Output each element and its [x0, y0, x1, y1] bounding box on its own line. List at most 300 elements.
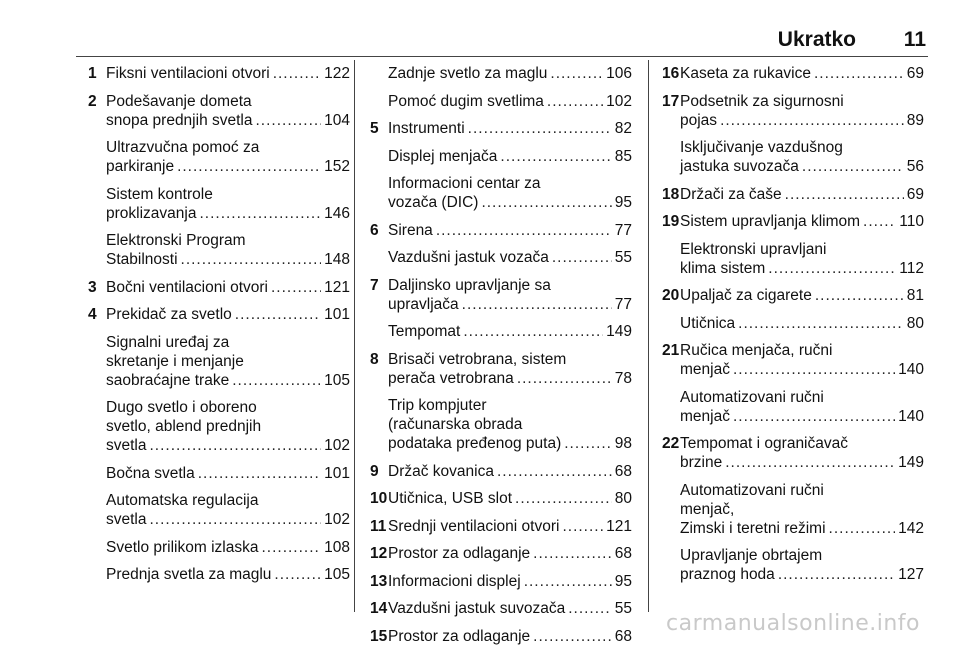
page-reference: 112 — [899, 259, 924, 277]
page-reference: 146 — [324, 204, 350, 222]
page-reference: 142 — [898, 519, 924, 537]
dot-leader — [863, 212, 896, 231]
entry-text: skretanje i menjanje — [106, 352, 244, 370]
page-reference: 102 — [324, 437, 350, 454]
index-entry — [370, 92, 632, 111]
index-entry — [662, 185, 924, 204]
entry-last-line — [680, 157, 924, 176]
entry-text: svetla — [106, 437, 147, 454]
index-entry — [662, 240, 924, 278]
dot-leader — [517, 369, 612, 388]
entry-body — [388, 322, 632, 341]
entry-text: proklizavanja — [106, 204, 197, 222]
index-entry — [88, 464, 350, 483]
entry-last-line — [388, 248, 632, 267]
entry-text: upravljača — [388, 295, 459, 313]
entry-text: Automatizovani ručni — [680, 481, 824, 499]
entry-body — [106, 565, 350, 584]
entry-number — [88, 333, 106, 390]
entry-last-line — [106, 436, 350, 455]
entry-number: 9 — [370, 462, 379, 480]
dot-leader — [564, 434, 612, 453]
dot-leader — [814, 64, 904, 83]
entry-last-line — [106, 157, 350, 176]
entry-text: Kaseta za rukavice — [680, 65, 811, 82]
entry-text: Instrumenti — [388, 120, 465, 137]
index-entry — [370, 147, 632, 166]
entry-number: 16 — [662, 65, 680, 82]
dot-leader — [497, 462, 612, 481]
entry-text: Ručica menjača, ručni — [680, 342, 833, 359]
page-reference: 77 — [614, 295, 632, 313]
entry-number: 18 — [662, 185, 680, 203]
entry-text: Pomoć dugim svetlima — [388, 92, 544, 110]
entry-number — [370, 92, 388, 111]
entry-last-line — [388, 295, 632, 314]
page-reference: 152 — [324, 158, 350, 175]
entry-text: parkiranje — [106, 158, 175, 175]
entry-text: Utičnica — [680, 314, 736, 332]
page-reference: 81 — [906, 287, 924, 304]
entry-body — [388, 64, 632, 83]
dot-leader — [273, 64, 321, 83]
index-entry — [88, 491, 350, 529]
page-reference: 55 — [614, 600, 632, 617]
page-reference: 110 — [899, 213, 924, 230]
entry-number: 7 — [370, 276, 379, 294]
entry-number: 22 — [662, 435, 680, 452]
entry-body — [106, 138, 350, 176]
dot-leader — [199, 204, 321, 223]
entry-body — [680, 286, 924, 305]
entry-text: Zadnje svetlo za maglu — [388, 65, 548, 82]
entry-text: vozača (DIC) — [388, 194, 479, 211]
index-entry — [88, 398, 350, 455]
entry-body — [680, 341, 924, 379]
entry-text: Signalni uređaj za — [106, 333, 230, 351]
entry-text: Informacioni displej — [388, 572, 521, 590]
entry-text: Bočna svetla — [106, 464, 195, 482]
index-column-2 — [370, 64, 632, 654]
entry-text: klima sistem — [680, 259, 766, 277]
entry-last-line — [388, 517, 632, 536]
index-entry — [370, 322, 632, 341]
entry-number: 3 — [88, 278, 97, 296]
index-entry — [370, 174, 632, 212]
index-entry — [370, 599, 632, 618]
index-entry — [370, 489, 632, 508]
column-divider — [648, 60, 649, 612]
entry-body — [388, 489, 632, 508]
entry-body — [106, 231, 350, 269]
entry-body — [106, 464, 350, 483]
entry-number — [88, 138, 106, 176]
entry-number — [88, 491, 106, 529]
entry-last-line — [106, 305, 350, 324]
page-reference: 69 — [906, 185, 924, 203]
entry-text: Dugo svetlo i oboreno — [106, 399, 257, 416]
entry-text: Automatizovani ručni — [680, 388, 824, 406]
entry-text: praznog hoda — [680, 566, 775, 583]
entry-text: menjač, — [680, 500, 735, 518]
dot-leader — [785, 185, 904, 204]
index-entry — [88, 333, 350, 390]
dot-leader — [256, 111, 322, 130]
entry-text: Ultrazvučna pomoć za — [106, 139, 260, 156]
entry-body — [388, 572, 632, 591]
entry-number — [662, 481, 680, 538]
entry-last-line — [680, 453, 924, 472]
entry-text: jastuka suvozača — [680, 158, 799, 175]
entry-body — [388, 119, 632, 138]
index-entry — [662, 314, 924, 333]
entry-body — [388, 221, 632, 240]
index-entry — [370, 462, 632, 481]
entry-body — [680, 212, 924, 231]
dot-leader — [463, 322, 603, 341]
entry-body — [388, 92, 632, 111]
entry-number: 11 — [370, 517, 387, 535]
index-entry — [662, 92, 924, 130]
entry-body — [388, 517, 632, 536]
dot-leader — [274, 565, 321, 584]
index-entry — [370, 396, 632, 453]
entry-number: 15 — [370, 627, 388, 645]
index-entry — [370, 119, 632, 138]
dot-leader — [733, 360, 895, 379]
dot-leader — [720, 111, 904, 130]
page-reference: 68 — [614, 627, 632, 645]
page-reference: 121 — [606, 517, 632, 535]
entry-number — [662, 314, 680, 333]
index-entry — [88, 565, 350, 584]
dot-leader — [550, 64, 603, 83]
dot-leader — [778, 565, 895, 584]
entry-text: Upravljanje obrtajem — [680, 547, 823, 564]
index-entry — [662, 212, 924, 231]
dot-leader — [568, 599, 612, 618]
index-entry — [662, 388, 924, 426]
page-reference: 140 — [898, 407, 924, 425]
entry-body — [106, 92, 350, 130]
entry-last-line — [680, 185, 924, 204]
entry-number: 12 — [370, 545, 388, 562]
dot-leader — [562, 517, 603, 536]
entry-body — [388, 544, 632, 563]
entry-number — [370, 64, 388, 83]
page-reference: 56 — [906, 158, 924, 175]
page-reference: 121 — [324, 278, 350, 296]
page-reference: 85 — [614, 147, 632, 165]
page-reference: 122 — [324, 65, 350, 82]
page-reference: 108 — [324, 538, 350, 556]
index-entry — [370, 221, 632, 240]
index-entry — [88, 278, 350, 297]
entry-number: 19 — [662, 213, 680, 230]
entry-last-line — [106, 464, 350, 483]
entry-last-line — [106, 111, 350, 130]
entry-number — [88, 538, 106, 557]
page-reference: 105 — [324, 566, 350, 583]
entry-text: menjač — [680, 361, 730, 378]
dot-leader — [198, 464, 321, 483]
entry-last-line — [388, 147, 632, 166]
entry-last-line — [388, 221, 632, 240]
entry-text: Svetlo prilikom izlaska — [106, 538, 259, 556]
entry-last-line — [680, 64, 924, 83]
entry-number — [662, 138, 680, 176]
entry-text: Prednja svetla za maglu — [106, 566, 272, 583]
entry-last-line — [680, 519, 924, 538]
entry-last-line — [388, 369, 632, 388]
entry-body — [680, 481, 924, 538]
dot-leader — [815, 286, 904, 305]
entry-last-line — [388, 462, 632, 481]
entry-body — [388, 174, 632, 212]
entry-last-line — [680, 259, 924, 278]
entry-last-line — [388, 544, 632, 563]
dot-leader — [436, 221, 612, 240]
entry-body — [680, 240, 924, 278]
entry-number — [88, 398, 106, 455]
entry-text: Stabilnosti — [106, 251, 178, 268]
entry-text: (računarska obrada — [388, 416, 523, 433]
column-divider — [354, 60, 355, 612]
entry-body — [388, 147, 632, 166]
entry-text: snopa prednjih svetla — [106, 111, 253, 129]
page-reference: 69 — [906, 65, 924, 82]
page-reference: 55 — [614, 249, 632, 266]
entry-number: 21 — [662, 342, 680, 359]
page-reference: 102 — [324, 511, 350, 528]
entry-text: Informacioni centar za — [388, 175, 541, 192]
index-entry — [370, 64, 632, 83]
index-entry — [370, 517, 632, 536]
index-column-3 — [662, 64, 924, 593]
index-entry — [370, 276, 632, 314]
page-title: Ukratko — [777, 28, 856, 51]
entry-body — [388, 350, 632, 388]
entry-body — [388, 248, 632, 267]
entry-last-line — [106, 538, 350, 557]
page-reference: 149 — [898, 454, 924, 471]
dot-leader — [515, 489, 612, 508]
entry-body — [388, 276, 632, 314]
entry-number — [88, 464, 106, 483]
entry-body — [388, 462, 632, 481]
entry-body — [680, 388, 924, 426]
page-reference: 127 — [898, 566, 924, 583]
page-reference: 98 — [614, 435, 632, 452]
entry-last-line — [680, 360, 924, 379]
index-entry — [662, 434, 924, 472]
entry-number — [370, 147, 388, 166]
index-entry — [662, 138, 924, 176]
page-reference: 82 — [614, 120, 632, 137]
entry-number — [370, 396, 388, 453]
entry-number: 1 — [88, 65, 97, 82]
entry-number — [88, 185, 106, 223]
dot-leader — [271, 278, 321, 297]
entry-text: Brisači vetrobrana, sistem — [388, 350, 567, 368]
page-reference: 77 — [614, 221, 632, 239]
dot-leader — [177, 157, 321, 176]
entry-body — [106, 305, 350, 324]
entry-last-line — [388, 434, 632, 453]
entry-last-line — [680, 212, 924, 231]
index-entry — [662, 64, 924, 83]
entry-body — [680, 64, 924, 83]
entry-text: Tempomat — [388, 323, 461, 340]
page-reference: 101 — [324, 306, 350, 323]
entry-last-line — [106, 204, 350, 223]
entry-text: Vazdušni jastuk vozača — [388, 249, 549, 266]
entry-text: Prostor za odlaganje — [388, 545, 531, 562]
entry-text: Vazdušni jastuk suvozača — [388, 600, 566, 617]
entry-text: Podsetnik za sigurnosni — [680, 92, 844, 110]
entry-number: 13 — [370, 572, 388, 590]
entry-text: saobraćajne trake — [106, 371, 230, 389]
dot-leader — [500, 147, 611, 166]
entry-text: Sistem upravljanja klimom — [680, 213, 861, 230]
index-entry — [662, 481, 924, 538]
entry-text: svetla — [106, 511, 147, 528]
entry-number: 14 — [370, 600, 388, 617]
entry-number: 8 — [370, 350, 379, 368]
entry-body — [680, 185, 924, 204]
entry-text: brzine — [680, 454, 723, 471]
entry-body — [106, 538, 350, 557]
entry-text: svetlo, ablend prednjih — [106, 418, 262, 435]
entry-body — [680, 434, 924, 472]
entry-text: Sirena — [388, 221, 433, 239]
page-reference: 149 — [606, 323, 632, 340]
index-column-1 — [88, 64, 350, 593]
entry-number: 17 — [662, 92, 680, 110]
dot-leader — [261, 538, 321, 557]
dot-leader — [481, 193, 611, 212]
entry-body — [106, 278, 350, 297]
index-entry — [370, 572, 632, 591]
index-entry — [662, 286, 924, 305]
dot-leader — [768, 259, 896, 278]
entry-text: Tempomat i ograničavač — [680, 435, 848, 452]
entry-text: podataka pređenog puta) — [388, 435, 562, 452]
entry-last-line — [106, 64, 350, 83]
dot-leader — [181, 250, 322, 269]
entry-last-line — [680, 111, 924, 130]
entry-number: 4 — [88, 306, 97, 323]
dot-leader — [533, 627, 612, 646]
entry-last-line — [388, 489, 632, 508]
dot-leader — [802, 157, 904, 176]
entry-number — [370, 248, 388, 267]
index-entry — [370, 248, 632, 267]
page-reference: 80 — [614, 490, 632, 507]
entry-text: Sistem kontrole — [106, 185, 213, 203]
page-reference: 101 — [324, 464, 350, 482]
entry-body — [106, 333, 350, 390]
entry-text: Displej menjača — [388, 147, 498, 165]
entry-number — [88, 231, 106, 269]
index-entry — [88, 231, 350, 269]
entry-text: Srednji ventilacioni otvori — [388, 517, 560, 535]
index-entry — [662, 546, 924, 584]
entry-number — [88, 565, 106, 584]
page-reference: 140 — [898, 361, 924, 378]
page-reference: 148 — [324, 251, 350, 268]
entry-last-line — [388, 322, 632, 341]
entry-last-line — [106, 510, 350, 529]
page-reference: 68 — [614, 462, 632, 480]
index-entry — [370, 350, 632, 388]
dot-leader — [150, 510, 322, 529]
index-entry — [88, 305, 350, 324]
entry-number — [662, 240, 680, 278]
entry-last-line — [680, 407, 924, 426]
entry-text: Elektronski Program — [106, 232, 246, 249]
entry-number — [662, 388, 680, 426]
entry-number — [370, 174, 388, 212]
page-reference: 68 — [614, 545, 632, 562]
entry-last-line — [388, 64, 632, 83]
page-reference: 105 — [324, 371, 350, 389]
page-reference: 95 — [614, 572, 632, 590]
dot-leader — [733, 407, 895, 426]
dot-leader — [468, 119, 612, 138]
entry-text: Trip kompjuter — [388, 397, 487, 414]
page-reference: 80 — [906, 314, 924, 332]
dot-leader — [829, 519, 896, 538]
index-entry — [88, 185, 350, 223]
entry-number — [370, 322, 388, 341]
entry-body — [388, 599, 632, 618]
entry-text: Automatska regulacija — [106, 492, 259, 509]
page-header — [76, 26, 928, 57]
entry-last-line — [106, 278, 350, 297]
entry-text: Zimski i teretni režimi — [680, 519, 826, 537]
entry-text: Bočni ventilacioni otvori — [106, 278, 268, 296]
entry-number: 20 — [662, 287, 680, 304]
entry-number: 2 — [88, 92, 97, 110]
entry-last-line — [106, 371, 350, 390]
entry-last-line — [388, 572, 632, 591]
index-entry — [370, 627, 632, 646]
entry-body — [388, 627, 632, 646]
index-entry — [88, 138, 350, 176]
index-entry — [88, 538, 350, 557]
entry-last-line — [106, 565, 350, 584]
page-reference: 106 — [606, 65, 632, 82]
entry-text: Elektronski upravljani — [680, 240, 827, 258]
dot-leader — [738, 314, 904, 333]
dot-leader — [533, 544, 612, 563]
entry-text: Prekidač za svetlo — [106, 306, 232, 323]
entry-number: 10 — [370, 490, 388, 507]
entry-body — [388, 396, 632, 453]
entry-text: Držači za čaše — [680, 185, 782, 203]
entry-last-line — [680, 286, 924, 305]
dot-leader — [150, 436, 322, 455]
entry-text: pojas — [680, 111, 718, 129]
index-entry — [88, 64, 350, 83]
entry-body — [680, 314, 924, 333]
entry-text: Podešavanje dometa — [106, 92, 252, 110]
entry-body — [680, 92, 924, 130]
entry-body — [106, 64, 350, 83]
entry-last-line — [106, 250, 350, 269]
entry-number: 6 — [370, 221, 379, 239]
